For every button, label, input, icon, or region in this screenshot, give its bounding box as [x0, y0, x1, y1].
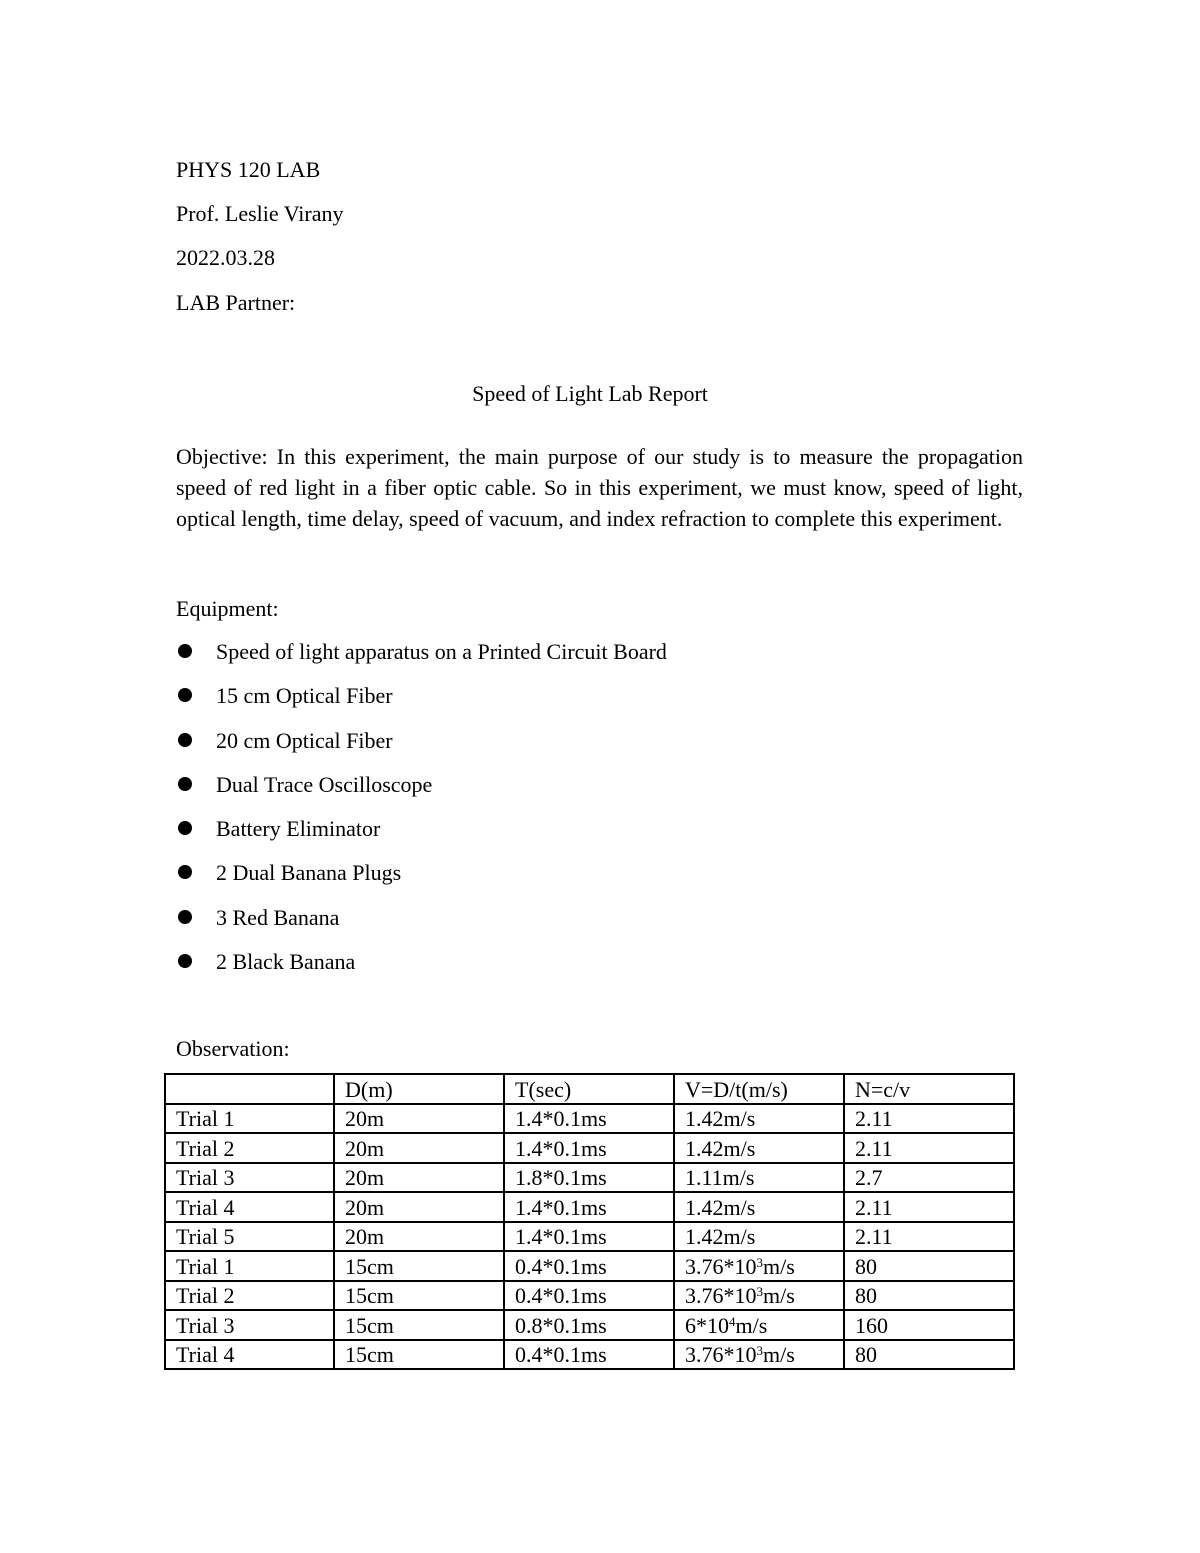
table-row	[165, 1222, 1014, 1252]
trial-cell: Trial 2	[165, 1133, 334, 1163]
equipment-item-label: 20 cm Optical Fiber	[216, 727, 393, 753]
bullet-icon	[178, 733, 192, 747]
time-cell: 0.8*0.1ms	[504, 1310, 674, 1340]
list-item	[176, 816, 667, 860]
table-header-row	[165, 1074, 1014, 1104]
trial-cell: Trial 5	[165, 1222, 334, 1252]
table-row	[165, 1133, 1014, 1163]
index-cell: 80	[844, 1340, 1014, 1370]
velocity-unit: m/s	[763, 1283, 795, 1308]
bullet-icon	[178, 954, 192, 968]
table-row	[165, 1340, 1014, 1370]
velocity-cell	[674, 1340, 844, 1370]
bullet-icon	[178, 821, 192, 835]
trial-cell: Trial 3	[165, 1310, 334, 1340]
velocity-base: 3.76*10	[685, 1342, 757, 1367]
trial-cell: Trial 4	[165, 1192, 334, 1222]
table-row	[165, 1310, 1014, 1340]
velocity-exponent: 3	[756, 1284, 763, 1299]
trial-cell: Trial 1	[165, 1251, 334, 1281]
equipment-list	[176, 639, 667, 993]
index-cell: 2.11	[844, 1192, 1014, 1222]
bullet-icon	[178, 910, 192, 924]
velocity-cell: 1.42m/s	[674, 1133, 844, 1163]
list-item	[176, 860, 667, 904]
table-row	[165, 1251, 1014, 1281]
distance-cell: 15cm	[334, 1340, 504, 1370]
equipment-item-label: Battery Eliminator	[216, 816, 381, 842]
professor-name: Prof. Leslie Virany	[176, 201, 344, 226]
velocity-unit: m/s	[763, 1253, 795, 1279]
equipment-item-label: Dual Trace Oscilloscope	[216, 771, 433, 797]
velocity-cell: 1.42m/s	[674, 1222, 844, 1252]
table-row	[165, 1281, 1014, 1311]
index-cell: 80	[844, 1251, 1014, 1281]
report-date: 2022.03.28	[176, 245, 275, 270]
distance-cell: 20m	[334, 1192, 504, 1222]
list-item	[176, 728, 667, 772]
bullet-icon	[178, 777, 192, 791]
lab-partner-label: LAB Partner:	[176, 290, 296, 315]
time-cell: 1.4*0.1ms	[504, 1104, 674, 1134]
velocity-exponent: 3	[756, 1343, 763, 1358]
velocity-unit: m/s	[735, 1312, 768, 1338]
time-cell: 1.4*0.1ms	[504, 1222, 674, 1252]
time-cell: 0.4*0.1ms	[504, 1340, 674, 1370]
table-row	[165, 1104, 1014, 1134]
list-item	[176, 639, 667, 683]
header-cell: D(m)	[334, 1074, 504, 1104]
distance-cell: 15cm	[334, 1281, 504, 1311]
bullet-icon	[178, 688, 192, 702]
report-title: Speed of Light Lab Report	[472, 381, 708, 406]
distance-cell: 20m	[334, 1133, 504, 1163]
velocity-exponent: 3	[756, 1254, 763, 1270]
equipment-item-label: 2 Black Banana	[216, 949, 356, 975]
index-cell: 80	[844, 1281, 1014, 1311]
index-cell: 160	[844, 1310, 1014, 1340]
list-item	[176, 905, 667, 949]
equipment-item-label: 2 Dual Banana Plugs	[216, 860, 402, 886]
equipment-item-label: Speed of light apparatus on a Printed Circuit Board	[216, 639, 667, 664]
velocity-cell	[674, 1251, 844, 1281]
velocity-exponent: 4	[729, 1313, 736, 1329]
equipment-label: Equipment:	[176, 596, 279, 621]
index-cell: 2.7	[844, 1163, 1014, 1193]
velocity-cell	[674, 1310, 844, 1340]
distance-cell: 20m	[334, 1222, 504, 1252]
velocity-cell: 1.11m/s	[674, 1163, 844, 1193]
velocity-cell: 1.42m/s	[674, 1104, 844, 1134]
trial-cell: Trial 3	[165, 1163, 334, 1193]
bullet-icon	[178, 865, 192, 879]
table-row	[165, 1192, 1014, 1222]
trial-cell: Trial 2	[165, 1281, 334, 1311]
course-title: PHYS 120 LAB	[176, 157, 321, 182]
velocity-base: 6*10	[685, 1312, 729, 1338]
velocity-cell	[674, 1281, 844, 1311]
time-cell: 1.4*0.1ms	[504, 1133, 674, 1163]
trial-cell: Trial 1	[165, 1104, 334, 1134]
equipment-item-label: 15 cm Optical Fiber	[216, 683, 393, 709]
distance-cell: 15cm	[334, 1251, 504, 1281]
header-cell: T(sec)	[504, 1074, 674, 1104]
index-cell: 2.11	[844, 1222, 1014, 1252]
observation-table	[164, 1073, 1015, 1370]
velocity-cell: 1.42m/s	[674, 1192, 844, 1222]
header-cell	[165, 1074, 334, 1104]
velocity-base: 3.76*10	[685, 1283, 757, 1308]
velocity-base: 3.76*10	[685, 1253, 757, 1279]
index-cell: 2.11	[844, 1104, 1014, 1134]
table-row	[165, 1163, 1014, 1193]
index-cell: 2.11	[844, 1133, 1014, 1163]
objective-paragraph: Objective: In this experiment, the main purpose of our study is to measure the propagation speed of red light in a fiber optic cable. So in this experiment, we must know, speed of light, optical length, time delay, speed of vacuum, and index refraction to complete this experiment.	[176, 444, 1023, 531]
header-cell: V=D/t(m/s)	[674, 1074, 844, 1104]
distance-cell: 15cm	[334, 1310, 504, 1340]
time-cell: 1.4*0.1ms	[504, 1192, 674, 1222]
bullet-icon	[178, 644, 192, 658]
distance-cell: 20m	[334, 1104, 504, 1134]
equipment-item-label: 3 Red Banana	[216, 904, 340, 930]
time-cell: 0.4*0.1ms	[504, 1251, 674, 1281]
list-item	[176, 949, 667, 993]
time-cell: 1.8*0.1ms	[504, 1163, 674, 1193]
list-item	[176, 683, 667, 727]
time-cell: 0.4*0.1ms	[504, 1281, 674, 1311]
trial-cell: Trial 4	[165, 1340, 334, 1370]
distance-cell: 20m	[334, 1163, 504, 1193]
list-item	[176, 772, 667, 816]
observation-label: Observation:	[176, 1036, 290, 1061]
header-cell: N=c/v	[844, 1074, 1014, 1104]
velocity-unit: m/s	[763, 1342, 795, 1367]
